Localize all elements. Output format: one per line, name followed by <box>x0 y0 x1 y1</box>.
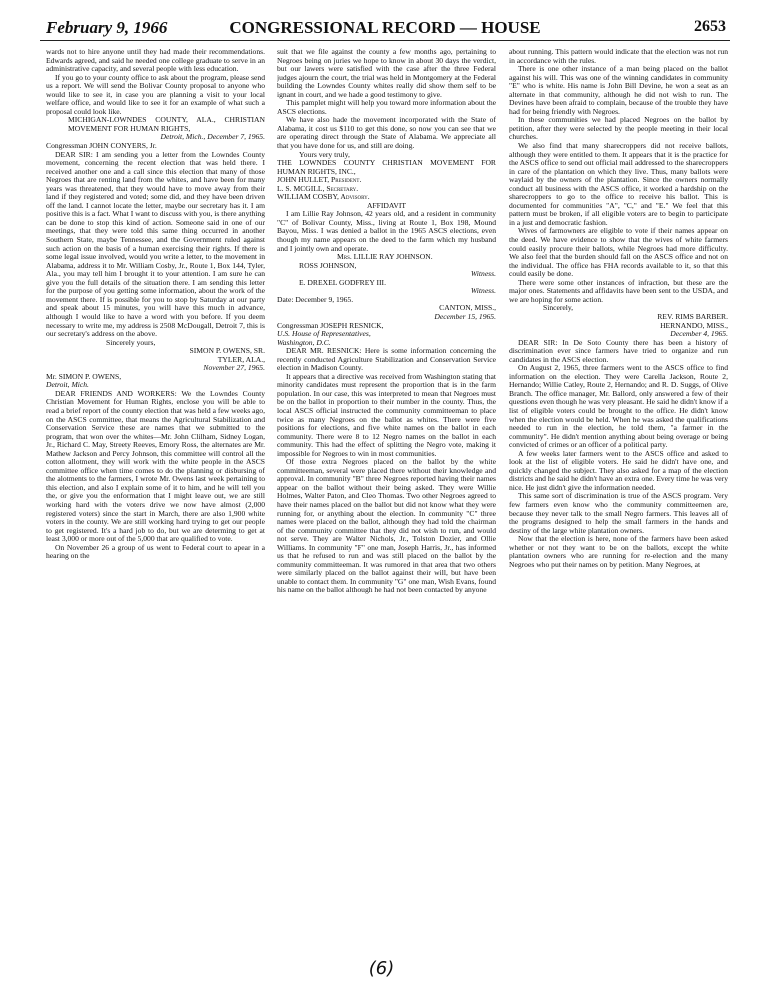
column-left <box>46 48 265 976</box>
paragraph: A few weeks later farmers went to the ASCS office and asked to look at the list of eligible voters. He said he didn't have one, and quickly changed the subject. They also asked for a map of the election districts and he said he didn't have an extra one. Every time he was very nice. He just didn't give the information needed. <box>509 448 728 492</box>
paragraph: This same sort of discrimination is true of the ASCS program. Very few farmers even know who the community committeemen are, because they never talk to the small Negro farmers. This leaves all of the programs designed to help the small farmers in the hands and destiny of the large white plantation owners. <box>509 491 728 535</box>
paragraph: DEAR SIR: In De Soto County there has been a history of discrimination ever since farmers have tried to organize and run candidates in the ASCS election. <box>509 337 728 364</box>
paragraph: Now that the election is here, none of the farmers have been asked whether or not they want to be on the ballots, except the white plantation owners who are running for re-election and the many Negroes who put their names on by petition. Many Negroes, at <box>509 534 728 569</box>
paragraph: We also find that many sharecroppers did not receive ballots, although they were entitled to them. It appears that it is the practice for the ASCS office to send out official mail addressed to the sharecroppers in care of the plantation on which they live. Thus, many ballots were waylaid by the owners of the plantation. Since the owners normally conduct all business with the ASCS office, it worked a hardship on the sharecroppers to go to the office to receive his ballot. This is documented for communities "A", "C," and "E." We feel that this pattern must be broken, if all eligible voters are to begin to participate in a just and democratic fashion. <box>509 141 728 227</box>
letter-recipient: Mr. SIMON P. OWENS, <box>46 371 122 381</box>
page-header <box>40 18 730 41</box>
letter-date: November 27, 1965. <box>203 363 265 373</box>
header-page-number: 2653 <box>694 18 726 35</box>
signature: SIMON P. OWENS, SR. <box>189 346 265 356</box>
header-date: February 9, 1966 <box>46 18 168 37</box>
header-title: CONGRESSIONAL RECORD — HOUSE <box>229 18 541 37</box>
letter-recipient-address: Washington, D.C. <box>277 337 331 347</box>
affiant-name: Mrs. LILLIE RAY JOHNSON. <box>337 252 433 262</box>
paragraph: We have also hade the movement incorporated with the State of Alabama, it cost us $110 to get this done, so now you can see that we are operating direct through the State of Alabama. We appreciate all that you have done for us, and still are doing. <box>277 115 496 151</box>
paragraph: DEAR MR. RESNICK: Here is some information concerning the recently conducted Agriculture Stabilization and Conservation Service election in Madison County. <box>277 346 496 373</box>
paragraph: suit that we file against the county a few months ago, pertaining to Negroes being on juries we hope to know in about 30 days the verdict, but our lawers were satisfied with the case after the three Federal judges ajourn the court, the trial was held in Montgomery at the Federal building the Lowndes County whites really did show them self to be ignant in court, and we hade a good testimony to give. <box>277 48 496 99</box>
paragraph: Wives of farmowners are eligible to vote if their names appear on the deed. We have evidence to show that the wives of white farmers could easily procure their ballots, while Negroes had more difficulty. We also feel that the burden should fall on the ASCS office and not on the individual. The office has FHA records available to it, so that this could easily be done. <box>509 226 728 279</box>
signature: L. S. MCGILL, Secretary. <box>277 183 359 193</box>
organization-name: THE LOWNDES COUNTY CHRISTIAN MOVEMENT FOR HUMAN RIGHTS, INC., <box>277 158 496 176</box>
handwritten-page-mark: (6) <box>368 958 395 979</box>
letter-date: Detroit, Mich., December 7, 1965. <box>160 132 265 142</box>
paragraph: In these communities we had placed Negroes on the ballot by petition, after they were selected by the people meeting in their local churches. <box>509 115 728 142</box>
witness-name: ROSS JOHNSON, <box>299 260 357 270</box>
letter-place: TYLER, ALA., <box>217 354 265 364</box>
letter-recipient: Congressman JOSEPH RESNICK, <box>277 320 384 330</box>
paragraph: There were some other instances of infraction, but these are the major ones. Statements and affidavits have been sent to the USDA, and we are hoping for some action. <box>509 277 728 304</box>
paragraph: about running. This pattern would indicate that the election was not run in accordance with the rules. <box>509 48 728 65</box>
letter-recipient-address: Detroit, Mich. <box>46 380 89 390</box>
column-middle <box>277 48 496 976</box>
paragraph: DEAR FRIENDS AND WORKERS: We the Lowndes County Christian Movement for Human Rights, enclose you will be able to read a brief report of the county election that was held a few weeks ago, on the ASCS committee, that means the Agricultural Stabilization and Conservation Service these are names that we submitted to the program, that won over the whites—Mr. John Clilham, Sidney Logan, Jr., Richard C. May, Streety Reeves, Emory Ross, the alternates are Mr. Mathew Jackson and Percy Johnson, this committee will control all the cotton allotment, they will work with the white people in the ASCS committee office when time comes to do the planning or disbursing of the alotments to the farmers, I wrote Mr. Owens last week pertaining to this election, and also I explain some of it to him, and he will tell you the, or give you the enformation that I might leave out, we are still working hard with the voters drive we now have almost (2,000 registered voters) since the start in March, there are also 1,900 white voters in the county. We are still working hard trying to get our people to get registered. It's a hard job to do, but we are determing to get at least 3,000 or more out of the 5,000 that are qualified to vote. <box>46 388 265 544</box>
paragraph: I am Lillie Ray Johnson, 42 years old, and a resident in community "C" of Bolivar County, Miss., living at Route 1, Box 198, Mound Bayou, Miss. I was denied a ballot in the 1965 ASCS elections, even though my name appears on the deed to the farm which my husband and I jointly own and operate. <box>277 209 496 253</box>
paragraph: On August 2, 1965, three farmers went to the ASCS office to find information on the election. They were Carella Jackson, Route 2, Hernando; Willie Catley, Route 2, Hernando; and R. D. Suggs, of Olive Branch. The office manager, Mr. Ballord, only answered a few of their questions even though he was very pleasant. He said he didn't know if a list of eligible voters could be brought to the office. He didn't know when the election would be held. When he was asked the qualifications needed to run in the election, he told them, "a farmer in the community". He didn't mention anything about being overage or being convicted of crimes or an officer of a political party. <box>509 363 728 450</box>
letter-salutation: Congressman JOHN CONYERS, Jr. <box>46 141 157 151</box>
signature: JOHN HULLET, President. <box>277 175 362 185</box>
paragraph: Of those extra Negroes placed on the ballot by the white committeeman, several were placed there without their knowledge and approval. In community "B" three Negroes reported having their names appear on the ballot without their being asked. They were Willie Holmes, Walter Paton, and Cleo Thomas. Two other Negroes agreed to have their names placed on the ballot but did not know what they were running for, or anything about the election. In community "C" three names were placed on the ballot, although they had told the chairman of the community committee that they did not wish to run, and would not serve. They are Walter Nichols, Jr., Tolston Dozier, and Ollie Williams. In community "F" one man, Joseph Harris, Jr., has informed us that he refused to run and was still placed on the ballot by the community committeeman. It was rumored in that area that two others were similarly placed on the ballot against their will, but have been unable to contact them. In community "G" one man, Wish Evans, found his name on the ballot although he had not been contacted by anyone <box>277 457 496 595</box>
witness-name: E. DREXEL GODFREY III. <box>299 277 386 287</box>
witness-label: Witness. <box>470 286 496 296</box>
witness-label: Witness. <box>470 269 496 279</box>
paragraph: It appears that a directive was received from Washington stating that minority candidates must represent the proportion that is in the farm population. In our case, this was interpreted to mean that Negroes must be on the ballot in proportion to their number in the county. Thus, the local ASCS official instructed the community committeeman to place twice as many Negroes on the ballot as whites. There were five positions for elections, and five white names on the ballot in each community. There were 8 to 12 Negro names on the ballot in each community. This had the effect of splitting the Negro vote, making it impossible for Negroes to win in most communities. <box>277 371 496 458</box>
letter-date: December 15, 1965. <box>434 311 496 321</box>
letter-recipient-address: U.S. House of Representatives, <box>277 329 371 339</box>
affidavit-date: Date: December 9, 1965. <box>277 294 354 304</box>
paragraph: If you go to your county office to ask about the program, please send us a report. We will send the Bolivar County proposal to anyone who would like to see it, in case you are planning a visit to your local welfare office, and would like to see it for an example of what such a proposal could look like. <box>46 72 265 116</box>
section-heading-affidavit: AFFIDAVIT <box>366 200 407 210</box>
signature: REV. RIMS BARBER. <box>657 311 728 321</box>
letter-closing: Sincerely, <box>543 303 574 313</box>
paragraph: On November 26 a group of us went to Federal court to apear in a hearing on the <box>46 542 265 561</box>
letter-date: December 4, 1965. <box>670 329 728 339</box>
column-right <box>509 48 728 976</box>
paragraph: This pamplet might will help you toward more information about the ASCS elections. <box>277 98 496 116</box>
letter-closing: Yours very truly, <box>299 149 350 159</box>
paragraph: DEAR SIR: I am sending you a letter from the Lowndes County movement, concerning the recent election that was held there. I received another one and a call since this election that many of those Negroes that are renting land from the whites, and have been for many years was threatened, that they would have to move away from their land if they registered and voted; some did, and they have been driven off the land. I cannot locate the letter, maybe our secretary has it. I am positive this is a fact. What I want to discuss with you, is there anything can be done to stop this kind of action. Someone said in one of our meetings, that they were told this same thing occurred in another Southern State, maybe Tennessee, and the Government ruled against such action on the basis of a human exercising their rights. If there is some legal issue involved, would you write a letter, to the movement in Alabama, address it to Mr. William Cosby, Jr., Route 1, Box 144, Tyler, Ala., you may tell him I brought it to your attention. I am sure he can give you the full details of the situation there. I am sending this letter for the purpose of you getting some information, about the work of the movement there. If is possible for you to stop by Saturday at our party and speak about 15 minutes, you will have this much in advance, although I would like to have a word with you before. If you deem necessary to write me, my address is 2508 McDougall, Detroit 7, this is our secretary's address on the above. <box>46 149 265 339</box>
letter-place: CANTON, MISS., <box>439 303 496 313</box>
letter-place: HERNANDO, MISS., <box>660 320 728 330</box>
paragraph: There is one other instance of a man being placed on the ballot against his will. This was one of the winning candidates in community "E" who is white. His name is John Bill Devine, he won a seat as an alternate in that community, although he did not wish to run. The Devines have been afraid to complain, because of the trouble they have had for being friendly with Negroes. <box>509 64 728 116</box>
paragraph: wards not to hire anyone until they had made their recommendations. Edwards agreed, and said he needed one college graduate to serve in an administrative capacity, and several people with less education. <box>46 48 265 74</box>
signature: WILLIAM COSBY, Advisory. <box>277 192 370 202</box>
letter-closing: Sincerely yours, <box>106 337 156 347</box>
letter-heading: MICHIGAN-LOWNDES COUNTY, ALA., CHRISTIAN MOVEMENT FOR HUMAN RIGHTS, <box>68 115 265 133</box>
